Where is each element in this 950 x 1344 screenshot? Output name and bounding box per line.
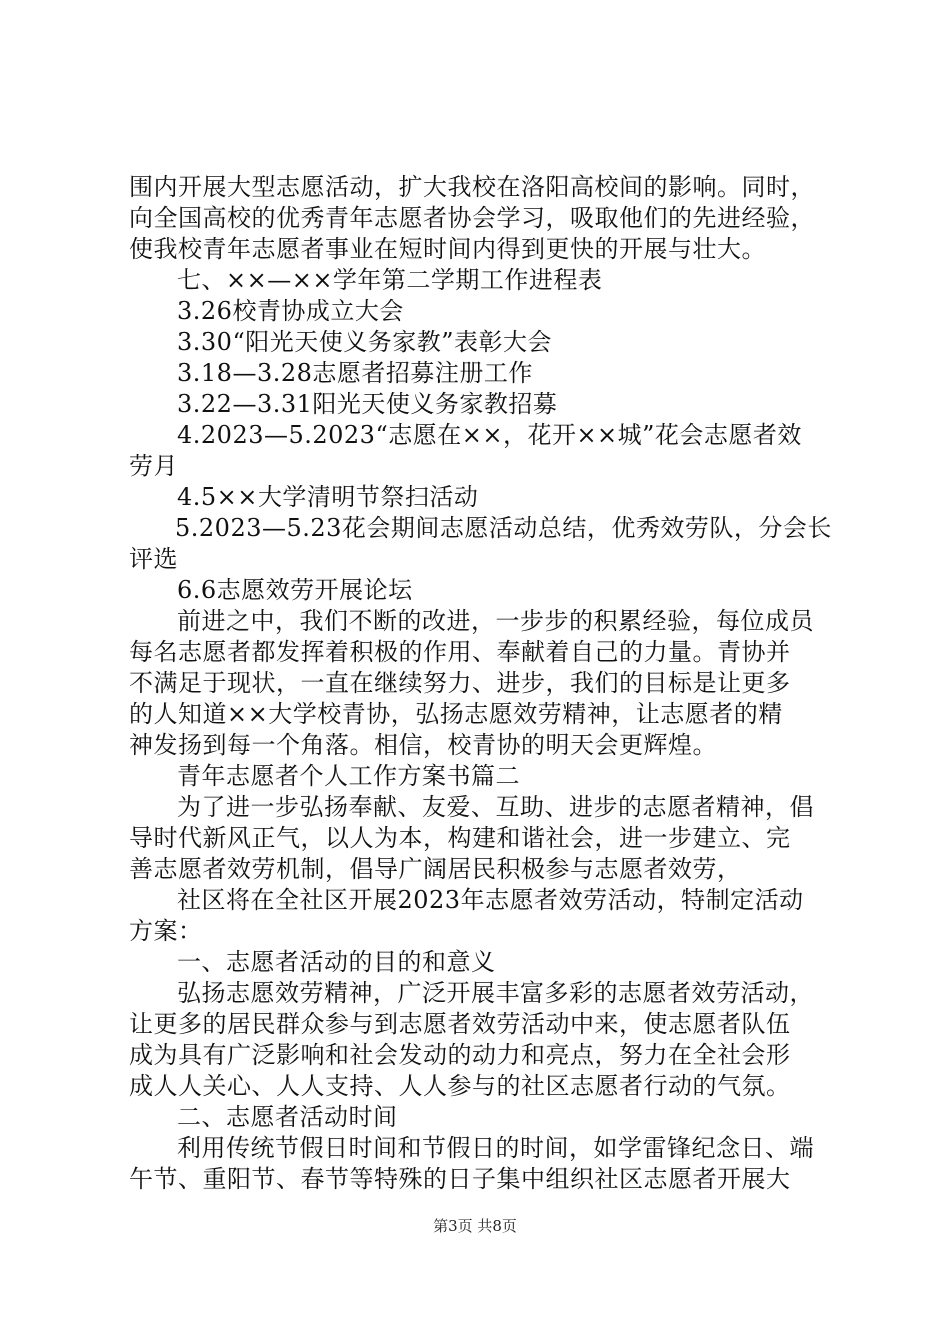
text-line: 4.5××大学清明节祭扫活动 xyxy=(177,483,479,511)
text-line: 使我校青年志愿者事业在短时间内得到更快的开展与壮大。 xyxy=(129,235,766,263)
text-line: 3.30“阳光天使义务家教”表彰大会 xyxy=(177,328,552,356)
text-line: 5.2023—5.23花会期间志愿活动总结，优秀效劳队，分会长 xyxy=(175,514,832,542)
text-line: 前进之中，我们不断的改进，一步步的积累经验，每位成员 xyxy=(177,607,814,635)
text-line: 神发扬到每一个角落。相信，校青协的明天会更辉煌。 xyxy=(129,731,717,759)
text-line: 劳月 xyxy=(129,452,178,480)
text-line: 青年志愿者个人工作方案书篇二 xyxy=(177,762,520,790)
text-line: 6.6志愿效劳开展论坛 xyxy=(177,576,413,604)
text-line: 围内开展大型志愿活动，扩大我校在洛阳高校间的影响。同时， xyxy=(129,173,815,201)
text-line: 让更多的居民群众参与到志愿者效劳活动中来，使志愿者队伍 xyxy=(129,1010,791,1038)
text-line: 为了进一步弘扬奉献、友爱、互助、进步的志愿者精神，倡 xyxy=(177,793,814,821)
text-line: 一、志愿者活动的目的和意义 xyxy=(177,948,496,976)
text-line: 4.2023—5.2023“志愿在××，花开××城”花会志愿者效 xyxy=(177,421,802,449)
text-line: 导时代新风正气，以人为本，构建和谐社会，进一步建立、完 xyxy=(129,824,791,852)
text-line: 社区将在全社区开展2023年志愿者效劳活动，特制定活动 xyxy=(177,886,804,914)
text-line: 不满足于现状，一直在继续努力、进步，我们的目标是让更多 xyxy=(129,669,791,697)
text-line: 3.18—3.28志愿者招募注册工作 xyxy=(177,359,533,387)
text-line: 3.22—3.31阳光天使义务家教招募 xyxy=(177,390,558,418)
text-line: 每名志愿者都发挥着积极的作用、奉献着自己的力量。青协并 xyxy=(129,638,791,666)
page-footer: 第3页 共8页 xyxy=(433,1217,517,1235)
text-line: 评选 xyxy=(129,545,178,573)
text-line: 的人知道××大学校青协，弘扬志愿效劳精神，让志愿者的精 xyxy=(129,700,783,728)
body-text xyxy=(129,172,835,1195)
text-line: 善志愿者效劳机制，倡导广阔居民积极参与志愿者效劳， xyxy=(129,855,742,883)
text-line: 七、××—××学年第二学期工作进程表 xyxy=(177,266,603,294)
text-line: 二、志愿者活动时间 xyxy=(177,1103,398,1131)
text-line: 成为具有广泛影响和社会发动的动力和亮点，努力在全社会形 xyxy=(129,1041,791,1069)
text-line: 利用传统节假日时间和节假日的时间，如学雷锋纪念日、端 xyxy=(177,1134,814,1162)
text-line: 3.26校青协成立大会 xyxy=(177,297,404,325)
text-line: 成人人关心、人人支持、人人参与的社区志愿者行动的气氛。 xyxy=(129,1072,791,1100)
text-line: 向全国高校的优秀青年志愿者协会学习，吸取他们的先进经验， xyxy=(129,204,815,232)
text-line: 方案： xyxy=(129,917,203,945)
text-line: 午节、重阳节、春节等特殊的日子集中组织社区志愿者开展大 xyxy=(129,1165,791,1193)
text-line: 弘扬志愿效劳精神，广泛开展丰富多彩的志愿者效劳活动， xyxy=(177,979,814,1007)
